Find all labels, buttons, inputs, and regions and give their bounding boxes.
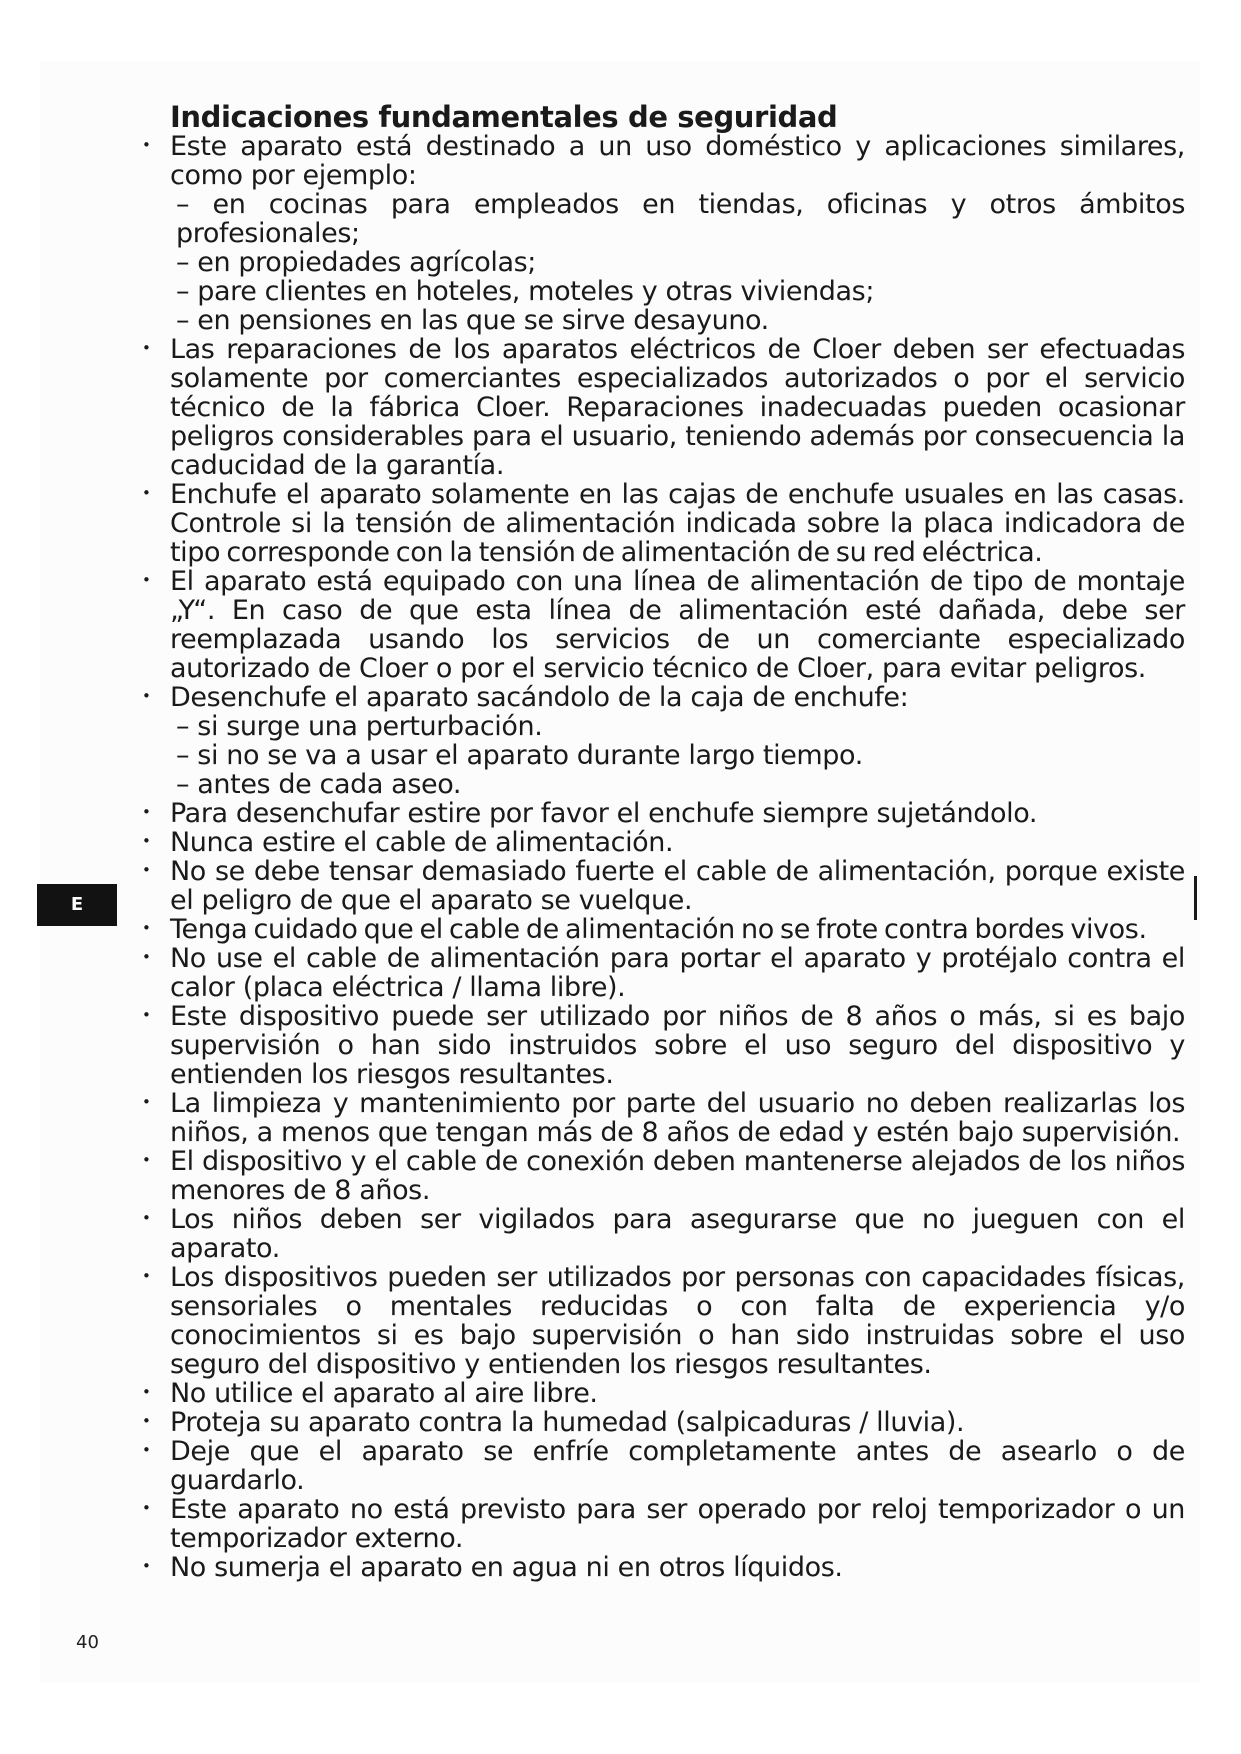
list-item-text: La limpieza y mantenimiento por parte del usuario no deben realizarlas los niños, a menos que tengan más de 8 años de edad y estén bajo supervisión. xyxy=(170,1088,1185,1148)
list-item xyxy=(140,132,1185,335)
list-item xyxy=(140,944,1185,1002)
list-item-text: Nunca estire el cable de alimentación. xyxy=(170,827,674,858)
list-item-text: Deje que el aparato se enfríe completamente antes de asearlo o de guardarlo. xyxy=(170,1436,1185,1496)
list-item-text: Proteja su aparato contra la humedad (salpicaduras / lluvia). xyxy=(170,1407,965,1438)
list-item xyxy=(140,683,1185,799)
list-item xyxy=(140,799,1185,828)
list-item-text: El dispositivo y el cable de conexión deben mantenerse alejados de los niños menores de 8 años. xyxy=(170,1146,1185,1206)
list-item xyxy=(140,1002,1185,1089)
sub-item: – en pensiones en las que se sirve desayuno. xyxy=(176,305,769,336)
sub-item: – si no se va a usar el aparato durante largo tiempo. xyxy=(176,740,863,771)
list-item-text: Este aparato está destinado a un uso doméstico y aplicaciones similares, como por ejemplo: xyxy=(170,131,1185,191)
list-item-text: No se debe tensar demasiado fuerte el cable de alimentación, porque existe el peligro de que el aparato se vuelque. xyxy=(170,856,1185,916)
safety-instructions xyxy=(140,100,1185,1583)
list-item-text: No use el cable de alimentación para portar el aparato y protéjalo contra el calor (placa eléctrica / llama libre). xyxy=(170,943,1185,1003)
sub-item: – en propiedades agrícolas; xyxy=(176,247,536,278)
list-item-text: Este dispositivo puede ser utilizado por niños de 8 años o más, si es bajo supervisión o han sido instruidos sobre el uso seguro del dispositivo y entienden los riesgos resultantes. xyxy=(170,1001,1185,1090)
list-item-text: Este aparato no está previsto para ser operado por reloj temporizador o un temporizador externo. xyxy=(170,1494,1185,1554)
list-item-text: Los niños deben ser vigilados para asegurarse que no jueguen con el aparato. xyxy=(170,1204,1185,1264)
language-tab: E xyxy=(37,884,117,926)
list-item xyxy=(140,567,1185,683)
list-item xyxy=(140,1553,1185,1582)
safety-list xyxy=(140,132,1185,1582)
list-item-text: Los dispositivos pueden ser utilizados por personas con capacidades físicas, sensoriales o mentales reducidas o con falta de experiencia y/o conocimientos si es bajo supervisión o han sido instruidas sobre el uso seguro del dispositivo y entienden los riesgos resultantes. xyxy=(170,1262,1185,1380)
list-item-text: Enchufe el aparato solamente en las cajas de enchufe usuales en las casas. Controle si la tensión de alimentación indicada sobre la placa indicadora de tipo corresponde con la tensión de alimentación de su red eléctrica. xyxy=(170,479,1185,568)
list-item-text: No utilice el aparato al aire libre. xyxy=(170,1378,598,1409)
list-item xyxy=(140,915,1185,944)
list-item-text: El aparato está equipado con una línea de alimentación de tipo de montaje „Y“. En caso de que esta línea de alimentación esté dañada, debe ser reemplazada usando los servicios de un comerciante especializado autorizado de Cloer o por el servicio técnico de Cloer, para evitar peligros. xyxy=(170,566,1185,684)
list-item xyxy=(140,1263,1185,1379)
margin-marker xyxy=(1194,876,1197,920)
sub-item: – en cocinas para empleados en tiendas, oficinas y otros ámbitos profesionales; xyxy=(176,189,1185,249)
list-item xyxy=(140,1147,1185,1205)
list-item xyxy=(140,1089,1185,1147)
list-item xyxy=(140,1408,1185,1437)
sub-item: – pare clientes en hoteles, moteles y otras viviendas; xyxy=(176,276,875,307)
list-item-text: Las reparaciones de los aparatos eléctricos de Cloer deben ser efectuadas solamente por comerciantes especializados autorizados o por el servicio técnico de la fábrica Cloer. Reparaciones inadecuadas pueden ocasionar peligros considerables para el usuario, teniendo además por consecuencia la caducidad de la garantía. xyxy=(170,334,1185,481)
list-item-text: No sumerja el aparato en agua ni en otros líquidos. xyxy=(170,1552,843,1583)
list-item xyxy=(140,857,1185,915)
list-item xyxy=(140,480,1185,567)
list-item-text: Para desenchufar estire por favor el enchufe siempre sujetándolo. xyxy=(170,798,1038,829)
page-number: 40 xyxy=(76,1632,99,1653)
list-item xyxy=(140,1495,1185,1553)
sub-item: – antes de cada aseo. xyxy=(176,769,462,800)
section-heading: Indicaciones fundamentales de seguridad xyxy=(170,100,838,134)
list-item xyxy=(140,335,1185,480)
list-item xyxy=(140,828,1185,857)
list-item xyxy=(140,1205,1185,1263)
list-item-text: Desenchufe el aparato sacándolo de la caja de enchufe: xyxy=(170,682,909,713)
list-item xyxy=(140,1437,1185,1495)
sub-item: – si surge una perturbación. xyxy=(176,711,543,742)
list-item xyxy=(140,1379,1185,1408)
list-item-text: Tenga cuidado que el cable de alimentación no se frote contra bordes vivos. xyxy=(170,914,1147,945)
